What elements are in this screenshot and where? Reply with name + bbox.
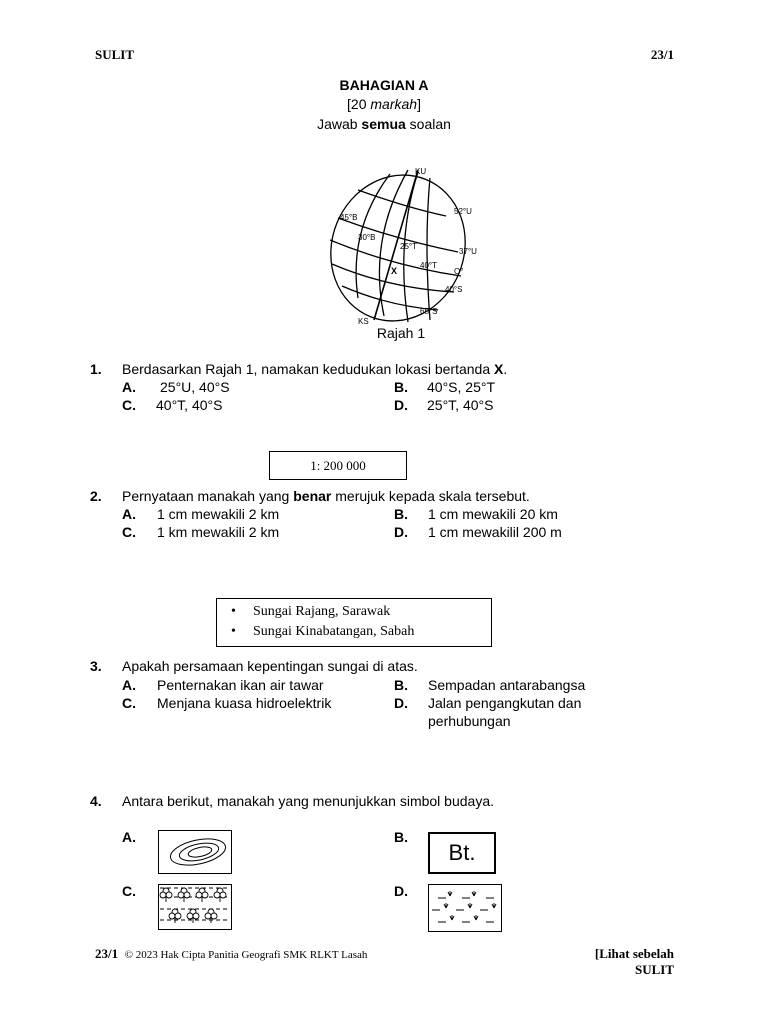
q1-option-d[interactable] (394, 396, 493, 414)
q1-d-text: 25°T, 40°S (427, 397, 494, 413)
label-45b: 45°B (340, 213, 358, 222)
q2-d-text: 1 cm mewakilil 200 m (428, 524, 562, 540)
q3-d-text-line2: perhubungan (428, 713, 511, 729)
q3-option-a[interactable] (122, 676, 324, 694)
forest-symbol[interactable] (158, 884, 232, 930)
footer-code: 23/1 (95, 946, 119, 961)
q2-a-letter: A. (122, 506, 136, 522)
instr-bold: semua (361, 116, 406, 132)
rivers-list (217, 602, 491, 642)
q1-a-text: 25°U, 40°S (160, 379, 230, 395)
section-title: BAHAGIAN A (339, 77, 429, 93)
q4-c-letter[interactable]: C. (122, 883, 136, 899)
q3-d-letter: D. (394, 695, 408, 711)
figure-caption: Rajah 1 (376, 325, 426, 341)
label-65s: 65°S (420, 307, 438, 316)
instr-pre: Jawab (317, 116, 362, 132)
marks-open: [20 (347, 96, 371, 112)
q1-pre: Berdasarkan Rajah 1, namakan kedudukan lokasi bertanda (122, 361, 495, 377)
label-40s: 40°S (445, 285, 463, 294)
river-item: • Sungai Kinabatangan, Sabah (217, 622, 491, 642)
q4-d-letter[interactable]: D. (394, 883, 408, 899)
q3-a-text: Penternakan ikan air tawar (157, 677, 324, 693)
q3-c-letter: C. (122, 695, 136, 711)
q2-option-d[interactable] (394, 523, 562, 541)
q2-c-letter: C. (122, 524, 136, 540)
q3-b-letter: B. (394, 677, 408, 693)
q2-option-c[interactable] (122, 523, 279, 541)
marks-close: ] (417, 96, 421, 112)
q2-b-letter: B. (394, 506, 408, 522)
q2-bold: benar (293, 488, 332, 504)
q1-option-b[interactable] (394, 378, 495, 396)
q1-text (122, 360, 507, 378)
label-x: X (391, 266, 398, 276)
q1-bold: X (494, 361, 504, 377)
q2-post: merujuk kepada skala tersebut. (331, 488, 530, 504)
q2-pre: Pernyataan manakah yang (122, 488, 294, 504)
q2-option-a[interactable] (122, 505, 279, 523)
q2-c-text: 1 km mewakili 2 km (157, 524, 280, 540)
rivers-box (216, 598, 492, 647)
q1-b-letter: B. (394, 379, 408, 395)
label-ks: KS (358, 317, 369, 325)
q1-number: 1. (90, 361, 102, 377)
section-instruction (0, 116, 768, 132)
label-40t: 40°T (420, 261, 437, 270)
q2-a-text: 1 cm mewakili 2 km (157, 506, 280, 522)
text-symbol[interactable]: Bt. (428, 832, 496, 874)
q3-number: 3. (90, 658, 102, 674)
q3-option-c[interactable] (122, 694, 331, 712)
footer-left (95, 946, 367, 962)
q3-option-d[interactable] (394, 694, 581, 712)
label-ku: KU (415, 167, 427, 176)
instr-post: soalan (405, 116, 451, 132)
label-25t: 25°T (400, 242, 417, 251)
q1-c-text: 40°T, 40°S (156, 397, 223, 413)
label-0: O° (454, 267, 464, 276)
q4-text: Antara berikut, manakah yang menunjukkan simbol budaya. (122, 793, 494, 809)
header-left: SULIT (95, 47, 135, 62)
q4-b-letter[interactable]: B. (394, 829, 408, 845)
river-item: • Sungai Rajang, Sarawak (217, 602, 491, 622)
footer-copyright: © 2023 Hak Cipta Panitia Geografi SMK RLKT Lasah (124, 949, 368, 961)
globe-figure (318, 160, 498, 325)
q3-option-b[interactable] (394, 676, 585, 694)
label-52u: 52°U (454, 207, 472, 216)
q2-option-b[interactable] (394, 505, 558, 523)
q3-text: Apakah persamaan kepentingan sungai di atas. (122, 658, 418, 674)
q1-c-letter: C. (122, 397, 136, 413)
q2-d-letter: D. (394, 524, 408, 540)
q1-option-c[interactable] (122, 396, 222, 414)
contour-symbol[interactable] (158, 830, 232, 874)
section-marks (0, 96, 768, 112)
marks-italic: markah (370, 96, 418, 112)
q1-option-a[interactable] (122, 378, 230, 396)
q2-b-text: 1 cm mewakili 20 km (428, 506, 558, 522)
q2-number: 2. (90, 488, 102, 504)
footer-right-2: SULIT (634, 962, 674, 977)
header-right: 23/1 (650, 47, 674, 62)
q4-a-letter[interactable]: A. (122, 829, 136, 845)
label-37u: 37°U (459, 247, 477, 256)
q3-d-text: Jalan pengangkutan dan (428, 695, 582, 711)
q1-b-text: 40°S, 25°T (427, 379, 496, 395)
q3-c-text: Menjana kuasa hidroelektrik (157, 695, 332, 711)
q4-number: 4. (90, 793, 102, 809)
marsh-symbol[interactable] (428, 884, 502, 932)
q1-post: . (503, 361, 508, 377)
q1-a-letter: A. (122, 379, 136, 395)
scale-box: 1: 200 000 (269, 451, 407, 480)
q1-d-letter: D. (394, 397, 408, 413)
q2-text (122, 487, 530, 505)
label-30b: 30°B (358, 233, 376, 242)
footer-right-1: [Lihat sebelah (594, 946, 674, 961)
q3-a-letter: A. (122, 677, 136, 693)
q3-b-text: Sempadan antarabangsa (428, 677, 586, 693)
